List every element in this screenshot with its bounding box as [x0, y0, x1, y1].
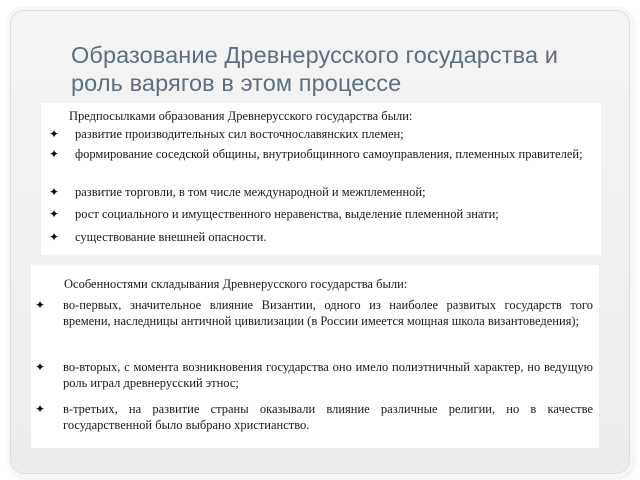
bullet-icon: ✦ [35, 402, 46, 416]
slide-title: Образование Древнерусского государства и роль варягов в этом процессе [71, 42, 558, 96]
bullet-icon: ✦ [49, 230, 60, 244]
bullet-icon: ✦ [49, 147, 60, 161]
list-item-text: существование внешней опасности. [75, 230, 267, 244]
prerequisites-heading: Предпосылками образования Древнерусского государства были: [69, 109, 413, 123]
bullet-icon: ✦ [49, 127, 60, 141]
list-item-text: во-вторых, с момента возникновения государства оно имело полиэтничный характер, но ведущую роль играл древнерусский этнос; [63, 360, 593, 390]
features-heading: Особенностями складывания Древнерусского государства были: [64, 277, 408, 291]
list-item-text: развитие производительных сил восточнославянских племен; [75, 127, 404, 141]
bullet-icon: ✦ [49, 185, 60, 199]
slide [10, 10, 630, 474]
list-item-text: формирование соседской общины, внутриобщинного самоуправления, племенных правителей; [75, 147, 583, 161]
bullet-icon: ✦ [35, 298, 46, 312]
bullet-icon: ✦ [49, 207, 60, 221]
list-item-text: развитие торговли, в том числе международной и межплеменной; [75, 185, 426, 199]
list-item-text: в-третьих, на развитие страны оказывали влияние различные религии, но в качестве государственной было выбрано христианство. [63, 402, 593, 432]
prerequisites-block [41, 103, 601, 255]
bullet-icon: ✦ [35, 360, 46, 374]
list-item-text: во-первых, значительное влияние Византии, одного из наиболее развитых государств того времени, наследницы античной цивилизации (в России имеется мощная школа византоведения); [63, 298, 593, 328]
list-item-text: рост социального и имущественного неравенства, выделение племенной знати; [75, 207, 499, 221]
features-block [31, 265, 599, 448]
